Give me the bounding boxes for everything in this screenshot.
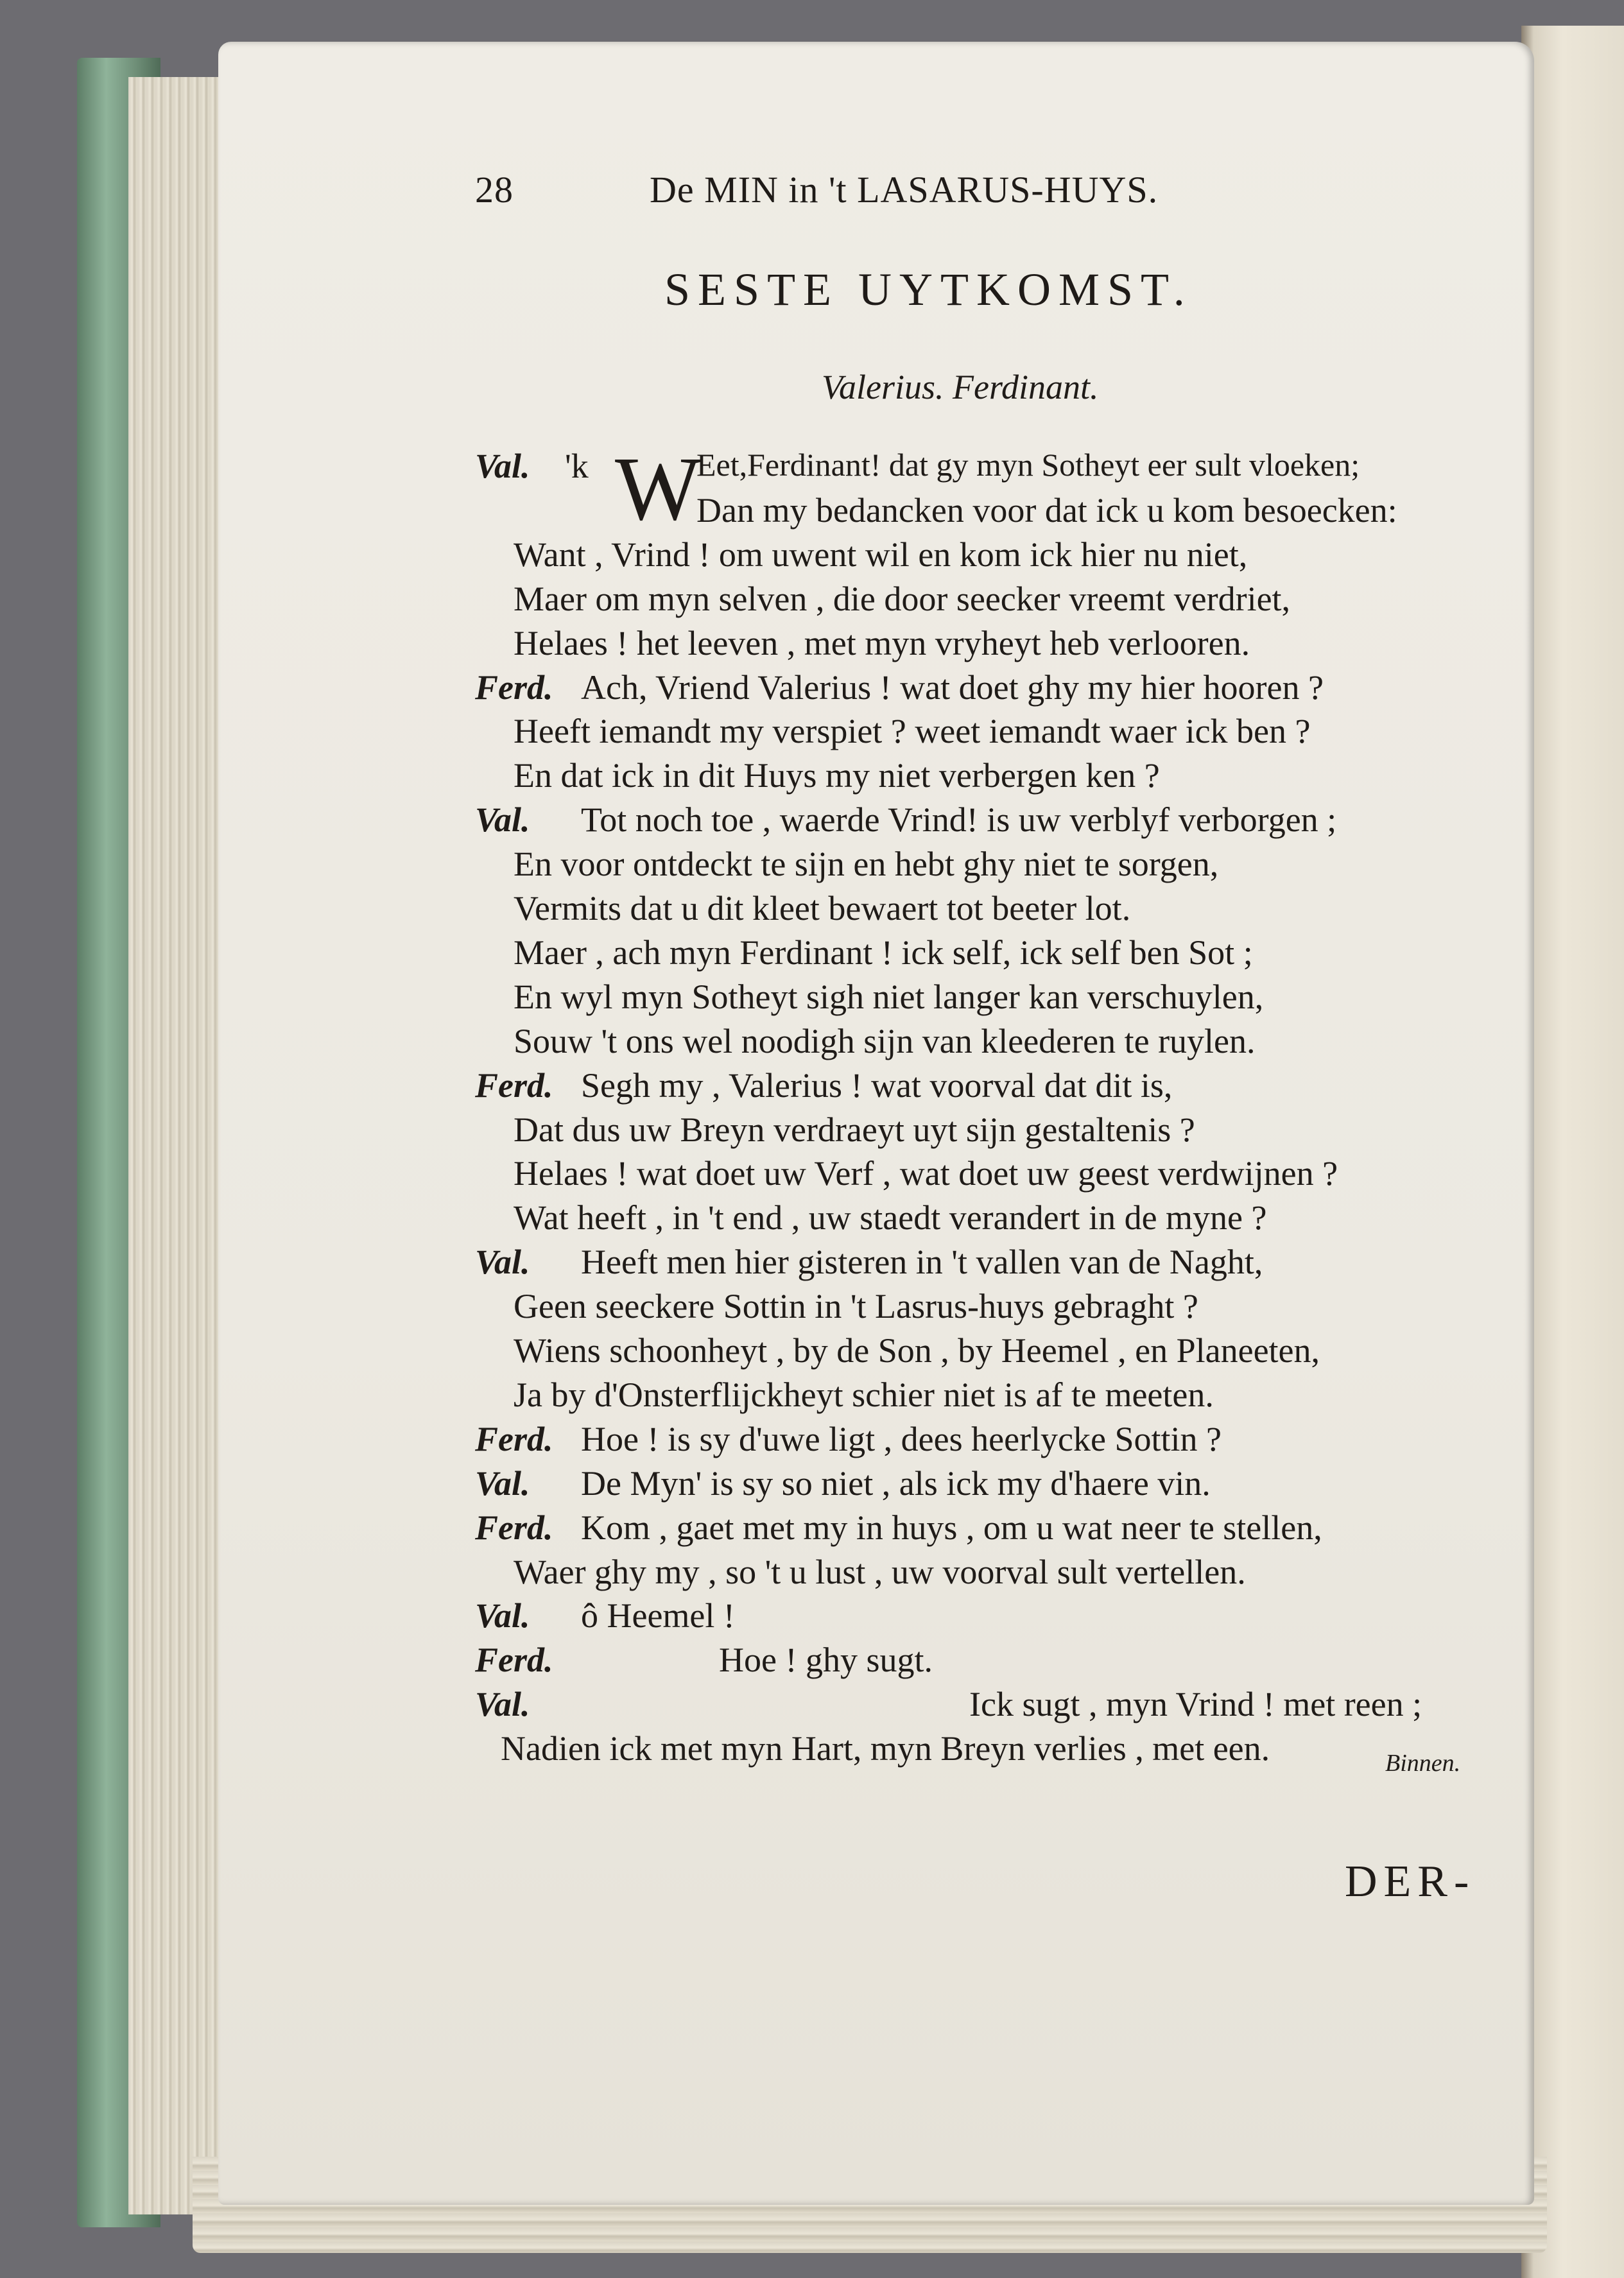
verse-line: Wiens schoonheyt , by de Son , by Heemel , en Planeeten, <box>514 1331 1320 1370</box>
speaker-label: Val. <box>475 447 530 485</box>
verse-line: Maer om myn selven , die door seecker vreemt verdriet, <box>514 579 1291 618</box>
verse-line: Heeft men hier gisteren in 't vallen van de Naght, <box>581 1243 1263 1282</box>
speaker-label: Val. <box>475 1685 530 1724</box>
verse-line: Dat dus uw Breyn verdraeyt uyt sijn gestaltenis ? <box>514 1110 1195 1149</box>
verse-line: Geen seeckere Sottin in 't Lasrus-huys gebraght ? <box>514 1287 1198 1326</box>
drop-cap: W <box>615 438 702 539</box>
verse-line: Waer ghy my , so 't u lust , uw voorval sult vertellen. <box>514 1552 1246 1591</box>
verse-line: Helaes ! wat doet uw Verf , wat doet uw geest verdwijnen ? <box>514 1154 1338 1193</box>
facing-page <box>1521 26 1624 2278</box>
verse-line: 'k <box>565 447 589 485</box>
verse-line: Wat heeft , in 't end , uw staedt verandert in de myne ? <box>514 1198 1267 1238</box>
verse-line: Souw 't ons wel noodigh sijn van kleederen te ruylen. <box>514 1021 1256 1060</box>
speaker-label: Val. <box>475 1243 530 1282</box>
verse-line: En voor ontdeckt te sijn en hebt ghy niet te sorgen, <box>514 845 1219 884</box>
verse-line: Ja by d'Onsterflijckheyt schier niet is af te meeten. <box>514 1375 1214 1414</box>
catchword: DER- <box>1345 1857 1476 1906</box>
verse-line: Hoe ! ghy sugt. <box>719 1641 933 1680</box>
verse-line: En dat ick in dit Huys my niet verbergen ken ? <box>514 756 1160 795</box>
verse-line: Dan my bedancken voor dat ick u kom besoecken: <box>696 490 1397 530</box>
verse-line: Ick sugt , myn Vrind ! met reen ; <box>969 1685 1422 1724</box>
verse-line: Helaes ! het leeven , met myn vryheyt heb verlooren. <box>514 623 1250 662</box>
scene-characters: Valerius. Ferdinant. <box>822 368 1099 406</box>
verse-line: Ach, Vriend Valerius ! wat doet ghy my hier hooren ? <box>581 668 1324 707</box>
running-title: De MIN in 't LASARUS-HUYS. <box>650 169 1159 211</box>
verse-line: ô Heemel ! <box>581 1596 735 1635</box>
speaker-label: Ferd. <box>475 1419 553 1458</box>
scene-heading: SESTE UYTKOMST. <box>664 264 1193 315</box>
verse-line-after-dropcap: Eet,Ferdinant! dat gy myn Sotheyt eer sult vloeken; <box>696 447 1360 483</box>
speaker-label: Ferd. <box>475 1641 553 1680</box>
verse-line: En wyl myn Sotheyt sigh niet langer kan verschuylen, <box>514 977 1264 1016</box>
verse-line: De Myn' is sy so niet , als ick my d'haere vin. <box>581 1463 1211 1503</box>
verse-line: Want , Vrind ! om uwent wil en kom ick hier nu niet, <box>514 535 1248 574</box>
speaker-label: Ferd. <box>475 1508 553 1547</box>
stage-direction: Binnen. <box>1385 1750 1461 1777</box>
speaker-label: Ferd. <box>475 1066 553 1105</box>
verse-line: Hoe ! is sy d'uwe ligt , dees heerlycke Sottin ? <box>581 1419 1222 1458</box>
speaker-label: Val. <box>475 800 530 840</box>
speaker-label: Val. <box>475 1463 530 1503</box>
verse-line: Vermits dat u dit kleet bewaert tot beeter lot. <box>514 889 1131 928</box>
page-number: 28 <box>475 169 514 211</box>
speaker-label: Ferd. <box>475 668 553 707</box>
verse-line: Kom , gaet met my in huys , om u wat neer te stellen, <box>581 1508 1322 1547</box>
verse-line: Tot noch toe , waerde Vrind! is uw verblyf verborgen ; <box>581 800 1337 840</box>
verse-line: Maer , ach myn Ferdinant ! ick self, ick self ben Sot ; <box>514 933 1253 972</box>
verse-line: Segh my , Valerius ! wat voorval dat dit is, <box>581 1066 1173 1105</box>
verse-line: Nadien ick met myn Hart, myn Breyn verlies , met een. <box>501 1729 1270 1768</box>
speaker-label: Val. <box>475 1596 530 1635</box>
verse-line: Heeft iemandt my verspiet ? weet iemandt waer ick ben ? <box>514 712 1311 751</box>
